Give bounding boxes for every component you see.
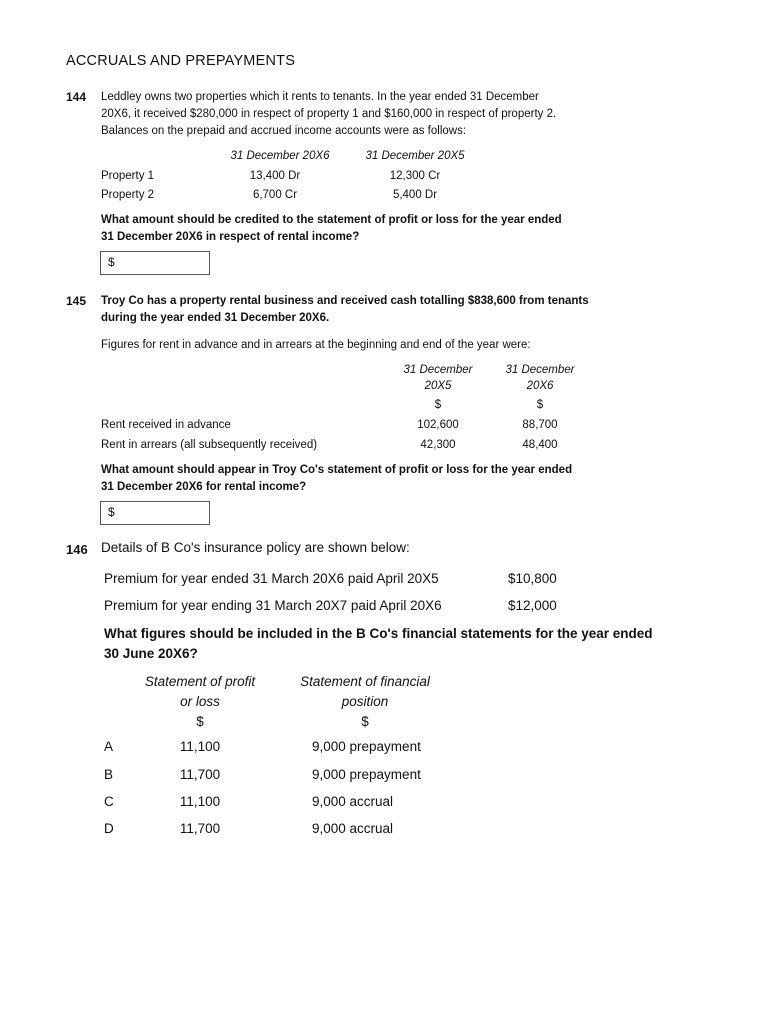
q145-question-line2: 31 December 20X6 for rental income? <box>101 481 307 493</box>
q145-col-header-2: 31 December <box>505 364 575 376</box>
q144-row-value: 13,400 Dr <box>249 170 301 182</box>
q144-row-value: 5,400 Dr <box>392 189 438 201</box>
option-letter[interactable]: D <box>104 821 114 836</box>
option-pl-value: 11,700 <box>179 767 221 782</box>
q144-answer-input[interactable] <box>100 251 210 275</box>
q144-row-label: Property 1 <box>101 170 155 182</box>
q145-col-header-2-sub: 20X6 <box>526 380 554 392</box>
option-fp-value: 9,000 prepayment <box>312 739 421 754</box>
q144-question-line2: 31 December 20X6 in respect of rental income? <box>101 231 360 243</box>
option-pl-value: 11,100 <box>179 794 221 809</box>
q145-text-line2: during the year ended 31 December 20X6. <box>101 312 330 324</box>
q145-col-header-1: 31 December <box>403 364 473 376</box>
q144-text-line2: 20X6, it received $280,000 in respect of property 1 and $160,000 in respect of property 2. <box>101 108 557 120</box>
question-number-144: 144 <box>66 90 87 104</box>
q145-row-label: Rent received in advance <box>101 419 231 431</box>
q145-row-value: 42,300 <box>420 439 456 451</box>
q145-answer-input[interactable] <box>100 501 210 525</box>
currency-prefix: $ <box>108 255 115 269</box>
option-letter[interactable]: A <box>104 739 114 754</box>
q145-col-header-1-sub: 20X5 <box>424 380 452 392</box>
q146-col-header-1-sub: or loss <box>180 694 220 709</box>
q144-col-header-2: 31 December 20X5 <box>365 150 465 162</box>
q145-text-line3: Figures for rent in advance and in arrears at the beginning and end of the year were: <box>101 339 531 351</box>
q144-text-line3: Balances on the prepaid and accrued income accounts were as follows: <box>101 125 467 137</box>
q146-premium-amount: $12,000 <box>508 598 557 613</box>
question-number-146: 146 <box>66 542 88 557</box>
question-number-145: 145 <box>66 294 87 308</box>
q145-row-value: 102,600 <box>417 419 459 431</box>
q144-text-line1: Leddley owns two properties which it rents to tenants. In the year ended 31 December <box>101 91 539 103</box>
q146-intro: Details of B Co's insurance policy are shown below: <box>101 540 410 555</box>
q146-premium-label: Premium for year ending 31 March 20X7 paid April 20X6 <box>104 598 442 613</box>
q144-col-header-1: 31 December 20X6 <box>230 150 330 162</box>
q145-question-line1: What amount should appear in Troy Co's statement of profit or loss for the year ended <box>101 464 573 476</box>
q146-col-header-2: Statement of financial <box>300 674 430 689</box>
q145-currency: $ <box>434 399 442 411</box>
option-fp-value: 9,000 prepayment <box>312 767 421 782</box>
page-title: ACCRUALS AND PREPAYMENTS <box>66 53 296 69</box>
option-letter[interactable]: B <box>104 767 114 782</box>
option-fp-value: 9,000 accrual <box>312 821 394 836</box>
q145-currency: $ <box>536 399 544 411</box>
q144-question-line1: What amount should be credited to the statement of profit or loss for the year ended <box>101 214 562 226</box>
q145-row-label: Rent in arrears (all subsequently received) <box>101 439 318 451</box>
currency-prefix: $ <box>108 505 115 519</box>
q144-row-value: 6,700 Cr <box>252 189 298 201</box>
q145-row-value: 88,700 <box>522 419 558 431</box>
q146-premium-amount: $10,800 <box>508 571 557 586</box>
q146-col-header-2-sub: position <box>341 694 389 709</box>
q146-question-line1: What figures should be included in the B Co's financial statements for the year ended <box>104 626 653 641</box>
option-pl-value: 11,700 <box>179 821 221 836</box>
q145-text-line1: Troy Co has a property rental business and received cash totalling $838,600 from tenants <box>101 295 589 307</box>
q146-col-header-1: Statement of profit <box>144 674 256 689</box>
option-pl-value: 11,100 <box>179 739 221 754</box>
option-letter[interactable]: C <box>104 794 114 809</box>
q144-row-label: Property 2 <box>101 189 155 201</box>
q146-currency: $ <box>361 714 369 729</box>
q146-premium-label: Premium for year ended 31 March 20X6 paid April 20X5 <box>104 571 439 586</box>
option-fp-value: 9,000 accrual <box>312 794 394 809</box>
q146-currency: $ <box>196 714 204 729</box>
q146-question-line2: 30 June 20X6? <box>104 646 198 661</box>
q144-row-value: 12,300 Cr <box>389 170 441 182</box>
q145-row-value: 48,400 <box>522 439 558 451</box>
